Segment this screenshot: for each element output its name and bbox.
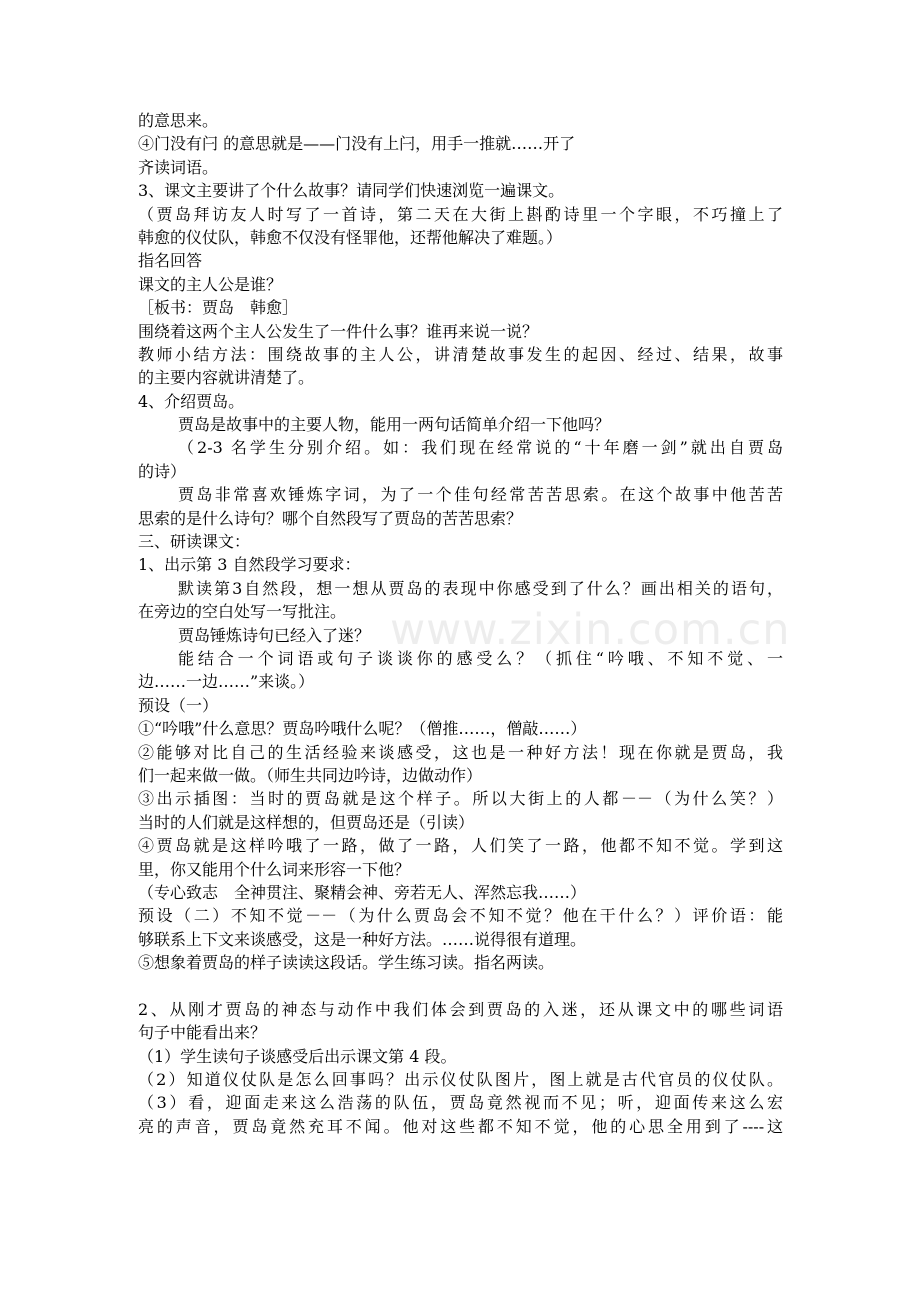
text-line: 贾岛非常喜欢锤炼字词，为了一个佳句经常苦苦思索。在这个故事中他苦苦	[178, 485, 783, 505]
text-line: 们一起来做一做。（师生共同边吟诗，边做动作）	[138, 765, 483, 785]
text-line: 能结合一个词语或句子谈谈你的感受么？（抓住“吟哦、不知不觉、一	[178, 648, 783, 668]
section-heading: 3、课文主要讲了个什么故事？请同学们快速浏览一遍课文。	[138, 181, 565, 201]
text-line: （3）看，迎面走来这么浩荡的队伍，贾岛竟然视而不见；听，迎面传来这么宏	[138, 1093, 783, 1113]
section-heading: 三、研读课文：	[138, 532, 251, 552]
text-line: ④门没有闩 的意思就是——门没有上闩，用手一推就……开了	[138, 134, 576, 154]
text-line: 预设（一）	[138, 695, 219, 715]
watermark-text: www.zixin.com.cn	[390, 605, 791, 655]
text-line: （1）学生读句子谈感受后出示课文第 4 段。	[138, 1046, 457, 1066]
text-line: ⑤想象着贾岛的样子读读这段话。学生练习读。指名两读。	[138, 953, 555, 973]
text-line: ②能够对比自己的生活经验来谈感受，这也是一种好方法！现在你就是贾岛，我	[138, 742, 783, 762]
text-line: 里，你又能用个什么词来形容一下他？	[138, 859, 411, 879]
text-line: 默读第3自然段，想一想从贾岛的表现中你感受到了什么？画出相关的语句，	[178, 578, 783, 598]
text-line: 2、从刚才贾岛的神态与动作中我们体会到贾岛的入迷，还从课文中的哪些词语	[138, 999, 783, 1019]
text-line: （专心致志 全神贯注、聚精会神、旁若无人、浑然忘我……）	[138, 882, 587, 902]
board-note: ［板书：贾岛 韩愈］	[138, 298, 299, 318]
text-line: 围绕着这两个主人公发生了一件什么事？谁再来说一说？	[138, 321, 539, 341]
text-line: 边……一边……”来谈。）	[138, 672, 315, 692]
text-line: 韩愈的仪仗队，韩愈不仅没有怪罪他，还帮他解决了难题。）	[138, 227, 563, 247]
section-heading: 4、介绍贾岛。	[138, 391, 245, 411]
text-line: 句子中能看出来？	[138, 1023, 267, 1043]
text-line: 亮的声音，贾岛竟然充耳不闻。他对这些都不知不觉，他的心思全用到了----这	[138, 1116, 783, 1136]
blank-line	[138, 974, 783, 997]
document-body	[138, 109, 783, 1138]
text-line: （2-3 名学生分别介绍。如：我们现在经常说的“十年磨一剑”就出自贾岛	[178, 438, 783, 458]
text-line: 贾岛是故事中的主要人物，能用一两句话简单介绍一下他吗？	[178, 415, 611, 435]
text-line: 1、出示第 3 自然段学习要求：	[138, 555, 361, 575]
text-line: 贾岛锤炼诗句已经入了迷？	[178, 625, 371, 645]
text-line: 课文的主人公是谁？	[138, 274, 283, 294]
text-line: （贾岛拜访友人时写了一首诗，第二天在大街上斟酌诗里一个字眼，不巧撞上了	[138, 204, 783, 224]
text-line: 的意思来。	[138, 111, 219, 130]
text-line: 在旁边的空白处写一写批注。	[138, 602, 347, 622]
text-line: 齐读词语。	[138, 157, 219, 177]
text-line: ④贾岛就是这样吟哦了一路，做了一路，人们笑了一路，他都不知不觉。学到这	[138, 836, 783, 856]
text-line: 够联系上下文来谈感受，这是一种好方法。……说得很有道理。	[138, 929, 587, 949]
text-line: 思索的是什么诗句？哪个自然段写了贾岛的苦苦思索？	[138, 508, 523, 528]
text-line: 教师小结方法：围绕故事的主人公，讲清楚故事发生的起因、经过、结果，故事	[138, 344, 783, 364]
text-line: 的主要内容就讲清楚了。	[138, 368, 315, 388]
text-line: ③出示插图：当时的贾岛就是这个样子。所以大街上的人都－－（为什么笑？）	[138, 789, 783, 809]
text-line: 指名回答	[138, 251, 203, 271]
text-line: ①“吟哦”什么意思？贾岛吟哦什么呢？（僧推……，僧敲……）	[138, 719, 587, 739]
text-line: （2）知道仪仗队是怎么回事吗？出示仪仗队图片，图上就是古代官员的仪仗队。	[138, 1070, 783, 1090]
text-line: 预设（二）不知不觉－－（为什么贾岛会不知不觉？他在干什么？）评价语：能	[138, 906, 783, 926]
text-line: 的诗）	[138, 461, 187, 481]
text-line: 当时的人们就是这样想的，但贾岛还是（引读）	[138, 812, 475, 832]
